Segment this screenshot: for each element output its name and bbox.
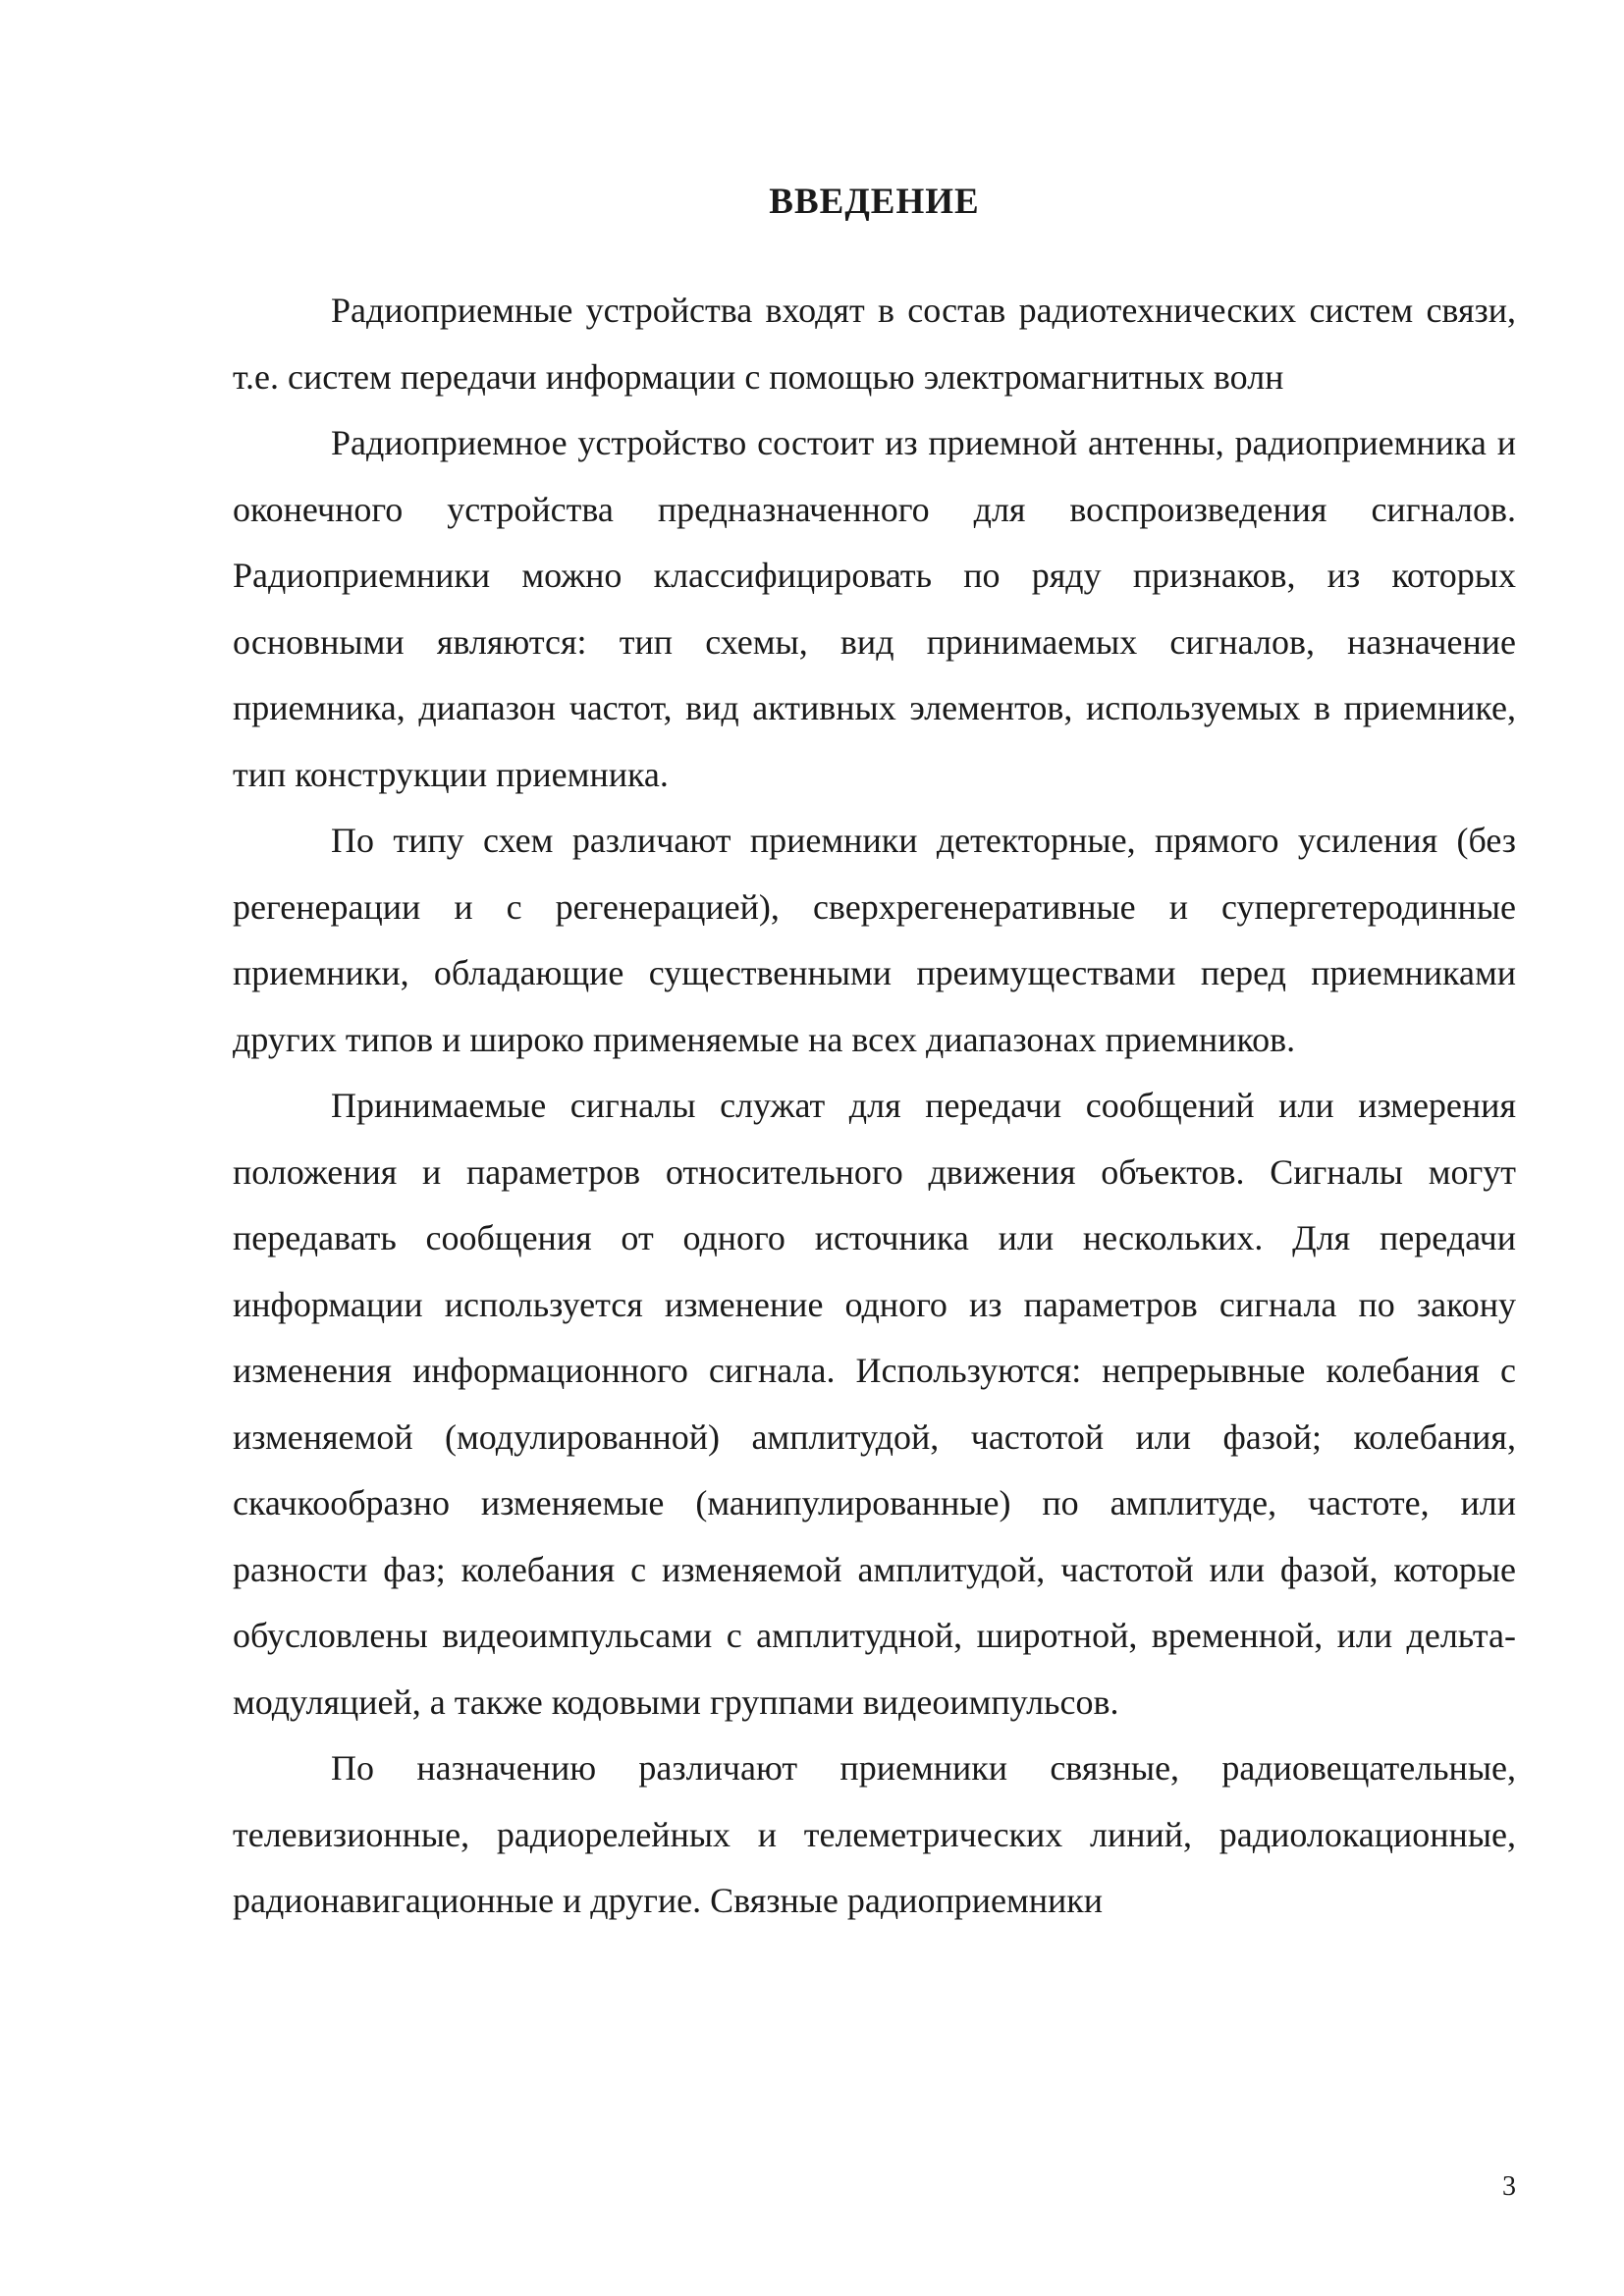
- paragraph-1: Радиоприемные устройства входят в состав радиотехнических систем связи, т.е. систем передачи информации с помощью электромагнитных волн: [233, 291, 1516, 397]
- page-number: 3: [1502, 2171, 1516, 2202]
- paragraph-4: Принимаемые сигналы служат для передачи сообщений или измерения положения и параметров относительного движения объектов. Сигналы могут передавать сообщения от одного источника или нескольких. Для передачи информации используется изменение одного из параметров сигнала по закону изменения информационного сигнала. Используются: непрерывные колебания с изменяемой (модулированной) амплитудой, частотой или фазой; колебания, скачкообразно изменяемые (манипулированные) по амплитуде, частоте, или разности фаз; колебания с изменяемой амплитудой, частотой или фазой, которые обусловлены видеоимпульсами с амплитудной, широтной, временной, или дельта-модуляцией, а также кодовыми группами видеоимпульсов.: [233, 1086, 1516, 1722]
- body-text: [233, 278, 1516, 1935]
- paragraph-3: По типу схем различают приемники детекторные, прямого усиления (без регенерации и с регенерацией), сверхрегенеративные и супергетеродинные приемники, обладающие существенными преимуществами перед приемниками других типов и широко применяемые на всех диапазонах приемников.: [233, 821, 1516, 1059]
- paragraph-2: Радиоприемное устройство состоит из приемной антенны, радиоприемника и оконечного устройства предназначенного для воспроизведения сигналов. Радиоприемники можно классифицировать по ряду признаков, из которых основными являются: тип схемы, вид принимаемых сигналов, назначение приемника, диапазон частот, вид активных элементов, используемых в приемнике, тип конструкции приемника.: [233, 423, 1516, 794]
- paragraph-5: По назначению различают приемники связные, радиовещательные, телевизионные, радиорелейных и телеметрических линий, радиолокационные, радионавигационные и другие. Связные радиоприемники: [233, 1748, 1516, 1920]
- page-title: ВВЕДЕНИЕ: [769, 181, 980, 222]
